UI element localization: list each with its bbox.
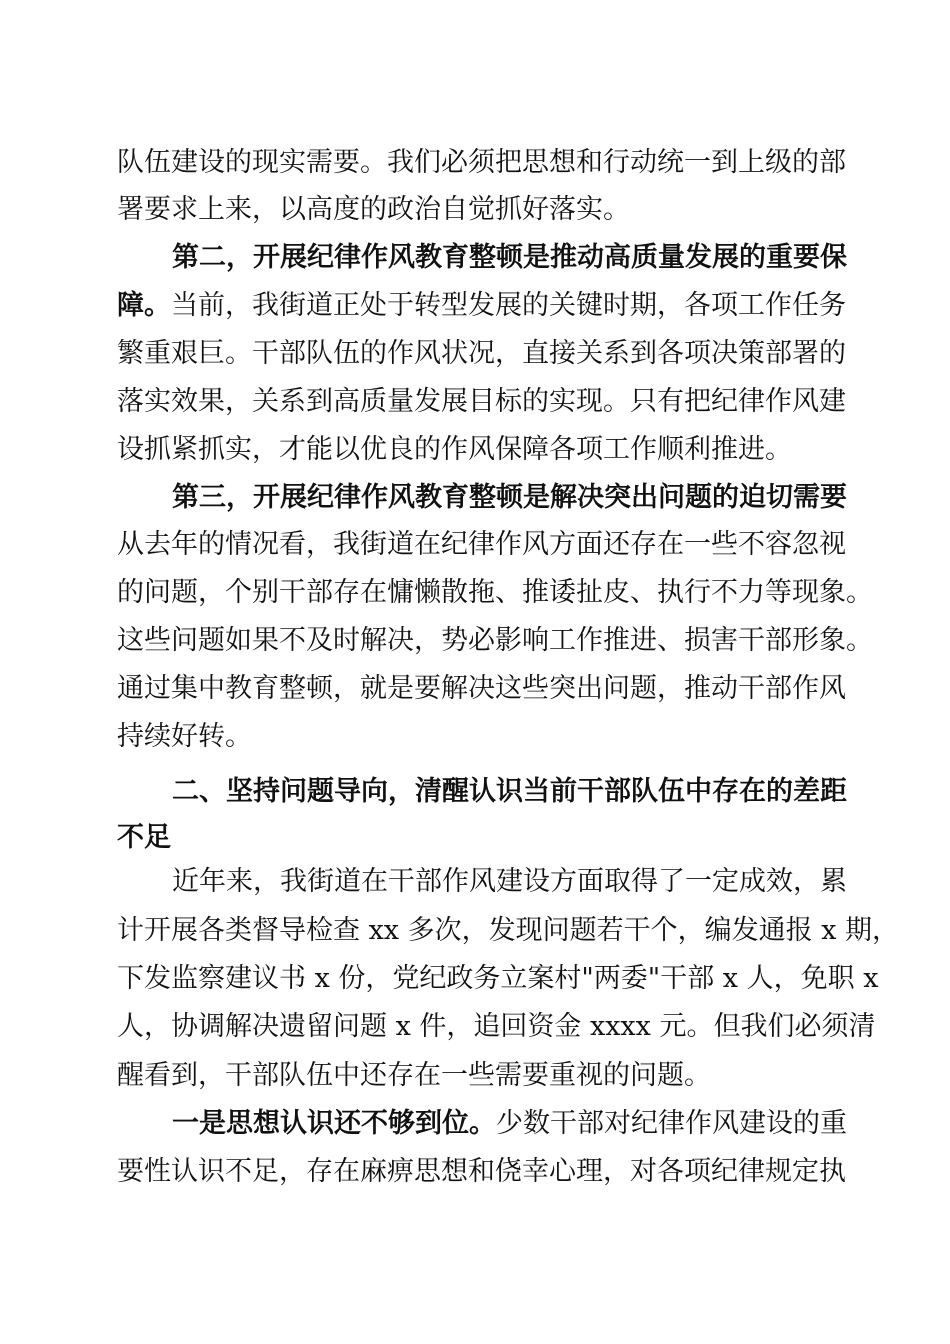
text-line	[117, 672, 846, 706]
text-line	[117, 576, 873, 610]
body-text: 少数干部对纪律作风建设的重	[496, 1108, 847, 1139]
bold-lead-text: 第二，开展纪律作风教育整顿是推动高质量发展的重要保	[172, 242, 847, 273]
text-line	[117, 1059, 711, 1093]
body-text: 从去年的情况看，我街道在纪律作风方面还存在一些不容忽视	[117, 529, 846, 560]
body-text: 人，协调解决遗留问题 x 件，追回资金 xxxx 元。但我们必须清	[117, 1011, 876, 1042]
text-line	[117, 337, 846, 371]
body-text: 计开展各类督导检查 xx 多次，发现问题若干个，编发通报 x 期，	[117, 915, 900, 946]
section-heading	[172, 775, 847, 809]
text-line	[117, 289, 846, 323]
text-line	[117, 385, 846, 419]
text-line	[117, 914, 899, 948]
text-line	[117, 1155, 846, 1189]
text-line	[117, 1010, 875, 1044]
heading-text: 二、坚持问题导向，清醒认识当前干部队伍中存在的差距	[172, 776, 847, 807]
body-text: 下发监察建议书 x 份，党纪政务立案村"两委"干部 x 人，免职 x	[117, 963, 879, 994]
body-text: 的问题，个别干部存在慵懒散拖、推诿扯皮、执行不力等现象。	[117, 577, 873, 608]
body-text: 繁重艰巨。干部队伍的作风状况，直接关系到各项决策部署的	[117, 338, 846, 369]
text-line	[117, 146, 846, 180]
body-text: 通过集中教育整顿，就是要解决这些突出问题，推动干部作风	[117, 673, 846, 704]
bold-lead-text: 一是思想认识还不够到位。	[172, 1108, 496, 1139]
heading-text: 不足	[117, 822, 171, 853]
body-text: 醒看到，干部队伍中还存在一些需要重视的问题。	[117, 1060, 711, 1091]
body-text: 设抓紧抓实，才能以优良的作风保障各项工作顺利推进。	[117, 434, 792, 465]
body-text: 要性认识不足，存在麻痹思想和侥幸心理，对各项纪律规定执	[117, 1156, 846, 1187]
paragraph-lead-line	[172, 481, 847, 515]
text-line	[117, 624, 873, 658]
text-line	[117, 528, 846, 562]
text-line	[117, 433, 792, 467]
body-text: 这些问题如果不及时解决，势必影响工作推进、损害干部形象。	[117, 625, 873, 656]
body-text: 队伍建设的现实需要。我们必须把思想和行动统一到上级的部	[117, 147, 846, 178]
bold-lead-text: 第三，开展纪律作风教育整顿是解决突出问题的迫切需要	[172, 482, 847, 513]
text-line	[117, 720, 252, 754]
paragraph-lead-line	[172, 1107, 847, 1141]
text-line	[117, 962, 878, 996]
text-line	[117, 193, 630, 227]
body-text: 近年来，我街道在干部作风建设方面取得了一定成效，累	[172, 866, 847, 897]
bold-lead-text: 障。	[117, 290, 171, 321]
body-text: 署要求上来，以高度的政治自觉抓好落实。	[117, 194, 630, 225]
body-text: 当前，我街道正处于转型发展的关键时期，各项工作任务	[171, 290, 846, 321]
body-text: 落实效果，关系到高质量发展目标的实现。只有把纪律作风建	[117, 386, 846, 417]
section-heading-continued	[117, 821, 171, 855]
paragraph-lead-line	[172, 241, 847, 275]
text-line	[172, 865, 847, 899]
body-text: 持续好转。	[117, 721, 252, 752]
